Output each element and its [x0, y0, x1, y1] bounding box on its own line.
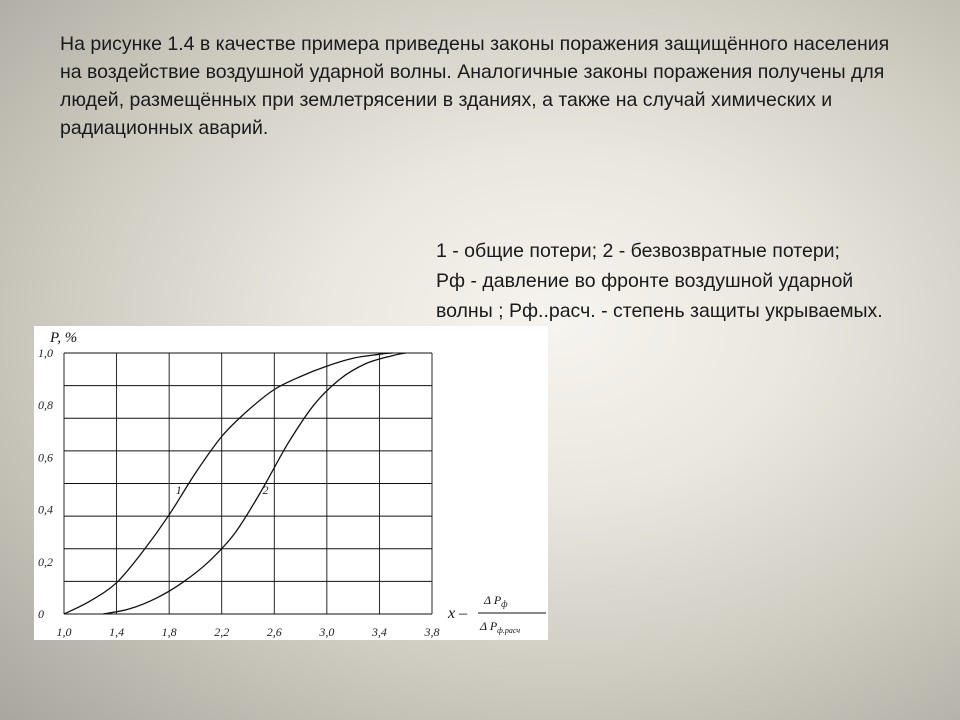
formula-numerator: Δ $P_ф$	[484, 593, 508, 609]
intro-paragraph	[60, 30, 920, 142]
x-tick-label-3: 2,2	[214, 625, 230, 639]
formula-lhs: x –	[448, 605, 468, 622]
y-tick-label-0: 0	[38, 607, 44, 621]
series-label-2: 2	[262, 482, 269, 497]
y-axis-label: P, %	[50, 330, 78, 346]
legend-line-2: Рф - давление во фронте воздушной ударной	[436, 270, 854, 292]
y-tick-label-5: 1,0	[38, 346, 53, 360]
x-tick-label-0: 1,0	[56, 625, 72, 639]
chart-grid	[64, 353, 432, 614]
x-tick-label-1: 1,4	[109, 625, 125, 639]
chart-panel	[34, 326, 548, 640]
x-tick-label-6: 3,4	[371, 625, 387, 639]
legend-line-1: 1 - общие потери; 2 - безвозвратные потери;	[436, 240, 840, 262]
series-label-1: 1	[175, 482, 182, 497]
y-tick-label-1: 0,2	[38, 554, 53, 569]
intro-line-1: На рисунке 1.4 в качестве примера приведены законы поражения защищённого населения	[60, 33, 890, 55]
chart-svg	[34, 326, 548, 640]
x-tick-label-4: 2,6	[266, 625, 282, 639]
x-axis-formula	[447, 593, 546, 635]
y-tick-label-4: 0,8	[38, 398, 53, 413]
intro-line-4: радиационных аварий.	[60, 117, 269, 139]
legend-paragraph	[436, 236, 936, 326]
formula-denominator: Δ $P_{ф.расч}$	[480, 619, 521, 635]
y-tick-label-3: 0,6	[38, 450, 53, 465]
x-tick-label-7: 3,8	[424, 625, 440, 639]
legend-line-3: волны ; Рф..расч. - степень защиты укрываемых.	[436, 300, 883, 322]
intro-line-2: на воздействие воздушной ударной волны. Аналогичные законы поражения получены для	[60, 61, 885, 83]
x-tick-label-5: 3,0	[319, 625, 335, 639]
x-tick-label-2: 1,8	[161, 625, 177, 639]
intro-line-3: людей, размещённых при землетрясении в зданиях, а также на случай химических и	[60, 89, 833, 111]
y-tick-label-2: 0,4	[38, 502, 53, 517]
